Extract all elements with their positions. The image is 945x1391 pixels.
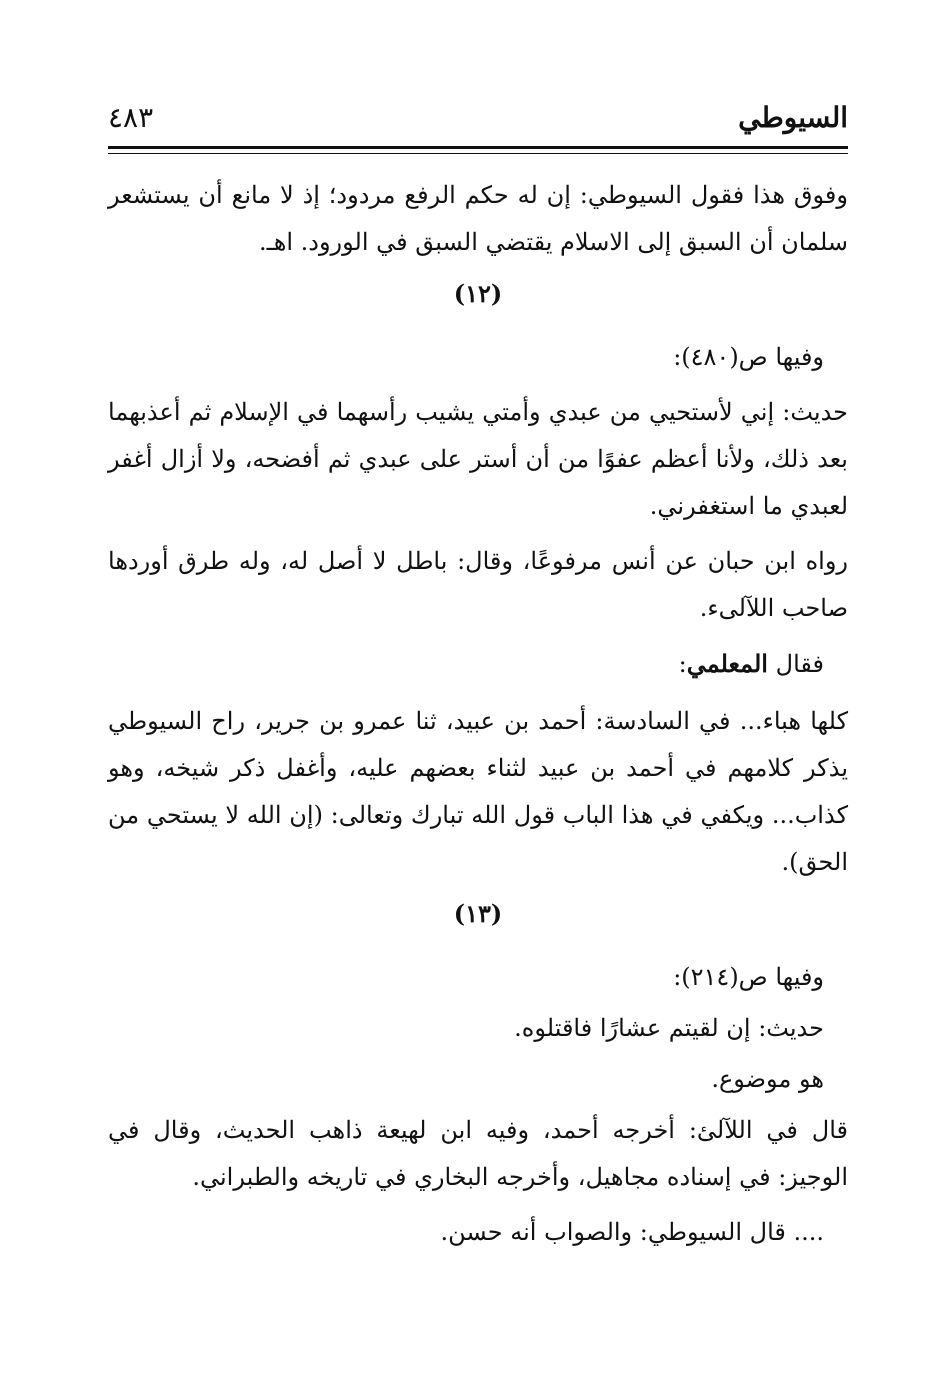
reference-line-12: وفيها ص(٤٨٠): xyxy=(673,343,824,371)
page-body xyxy=(108,172,848,1264)
commentator-name: المعلمي xyxy=(686,649,768,678)
narration-note-12: رواه ابن حبان عن أنس مرفوعًا، وقال: باطل لا أصل له، وله طرق أوردها صاحب اللآلىء. xyxy=(108,547,848,622)
commentator-prefix: فقال xyxy=(775,650,824,678)
reference-line-13: وفيها ص(٢١٤): xyxy=(673,963,824,991)
hadith-text-13: حديث: إن لقيتم عشارًا فاقتلوه. xyxy=(514,1014,824,1042)
section-number-13: (١٣) xyxy=(453,899,503,928)
source-note-13: قال في اللآلئ: أخرجه أحمد، وفيه ابن لهيعة ذاهب الحديث، وقال في الوجيز: في إسناده مجاهيل، وأخرجه البخاري في تاريخه والطبراني. xyxy=(108,1116,848,1191)
section-number-12: (١٢) xyxy=(453,279,503,308)
running-title: السيوطي xyxy=(738,101,848,134)
header-rule-thin xyxy=(108,153,848,154)
page-header xyxy=(108,96,848,140)
hadith-text-12: حديث: إني لأستحيي من عبدي وأمتي يشيب رأسهما في الإسلام ثم أعذبهما بعد ذلك، ولأنا أعظم عفوًا من أن أستر على عبدي ثم أفضحه، ولا أزال أغفر لعبدي ما استغفرني. xyxy=(108,398,848,520)
paragraph-1: وفوق هذا فقول السيوطي: إن له حكم الرفع مردود؛ إذ لا مانع أن يستشعر سلمان أن السبق إلى الاسلام يقتضي السبق في الورود. اهـ. xyxy=(108,181,848,256)
header-rule-thick xyxy=(108,146,848,149)
page-number: ٤٨٣ xyxy=(108,101,154,134)
commentator-colon: : xyxy=(678,650,687,678)
commentator-heading xyxy=(108,640,848,688)
ruling-text-13: هو موضوع. xyxy=(711,1065,824,1093)
suyuti-note-13: .... قال السيوطي: والصواب أنه حسن. xyxy=(440,1218,824,1246)
commentary-text: كلها هباء... في السادسة: أحمد بن عبيد، ثنا عمرو بن جرير، راح السيوطي يذكر كلامهم في أحمد بن عبيد لثناء بعضهم عليه، وأغفل ذكر شيخه، وهو كذاب... ويكفي في هذا الباب قول الله تبارك وتعالى: (إن الله لا يستحي من الحق). xyxy=(108,707,848,876)
